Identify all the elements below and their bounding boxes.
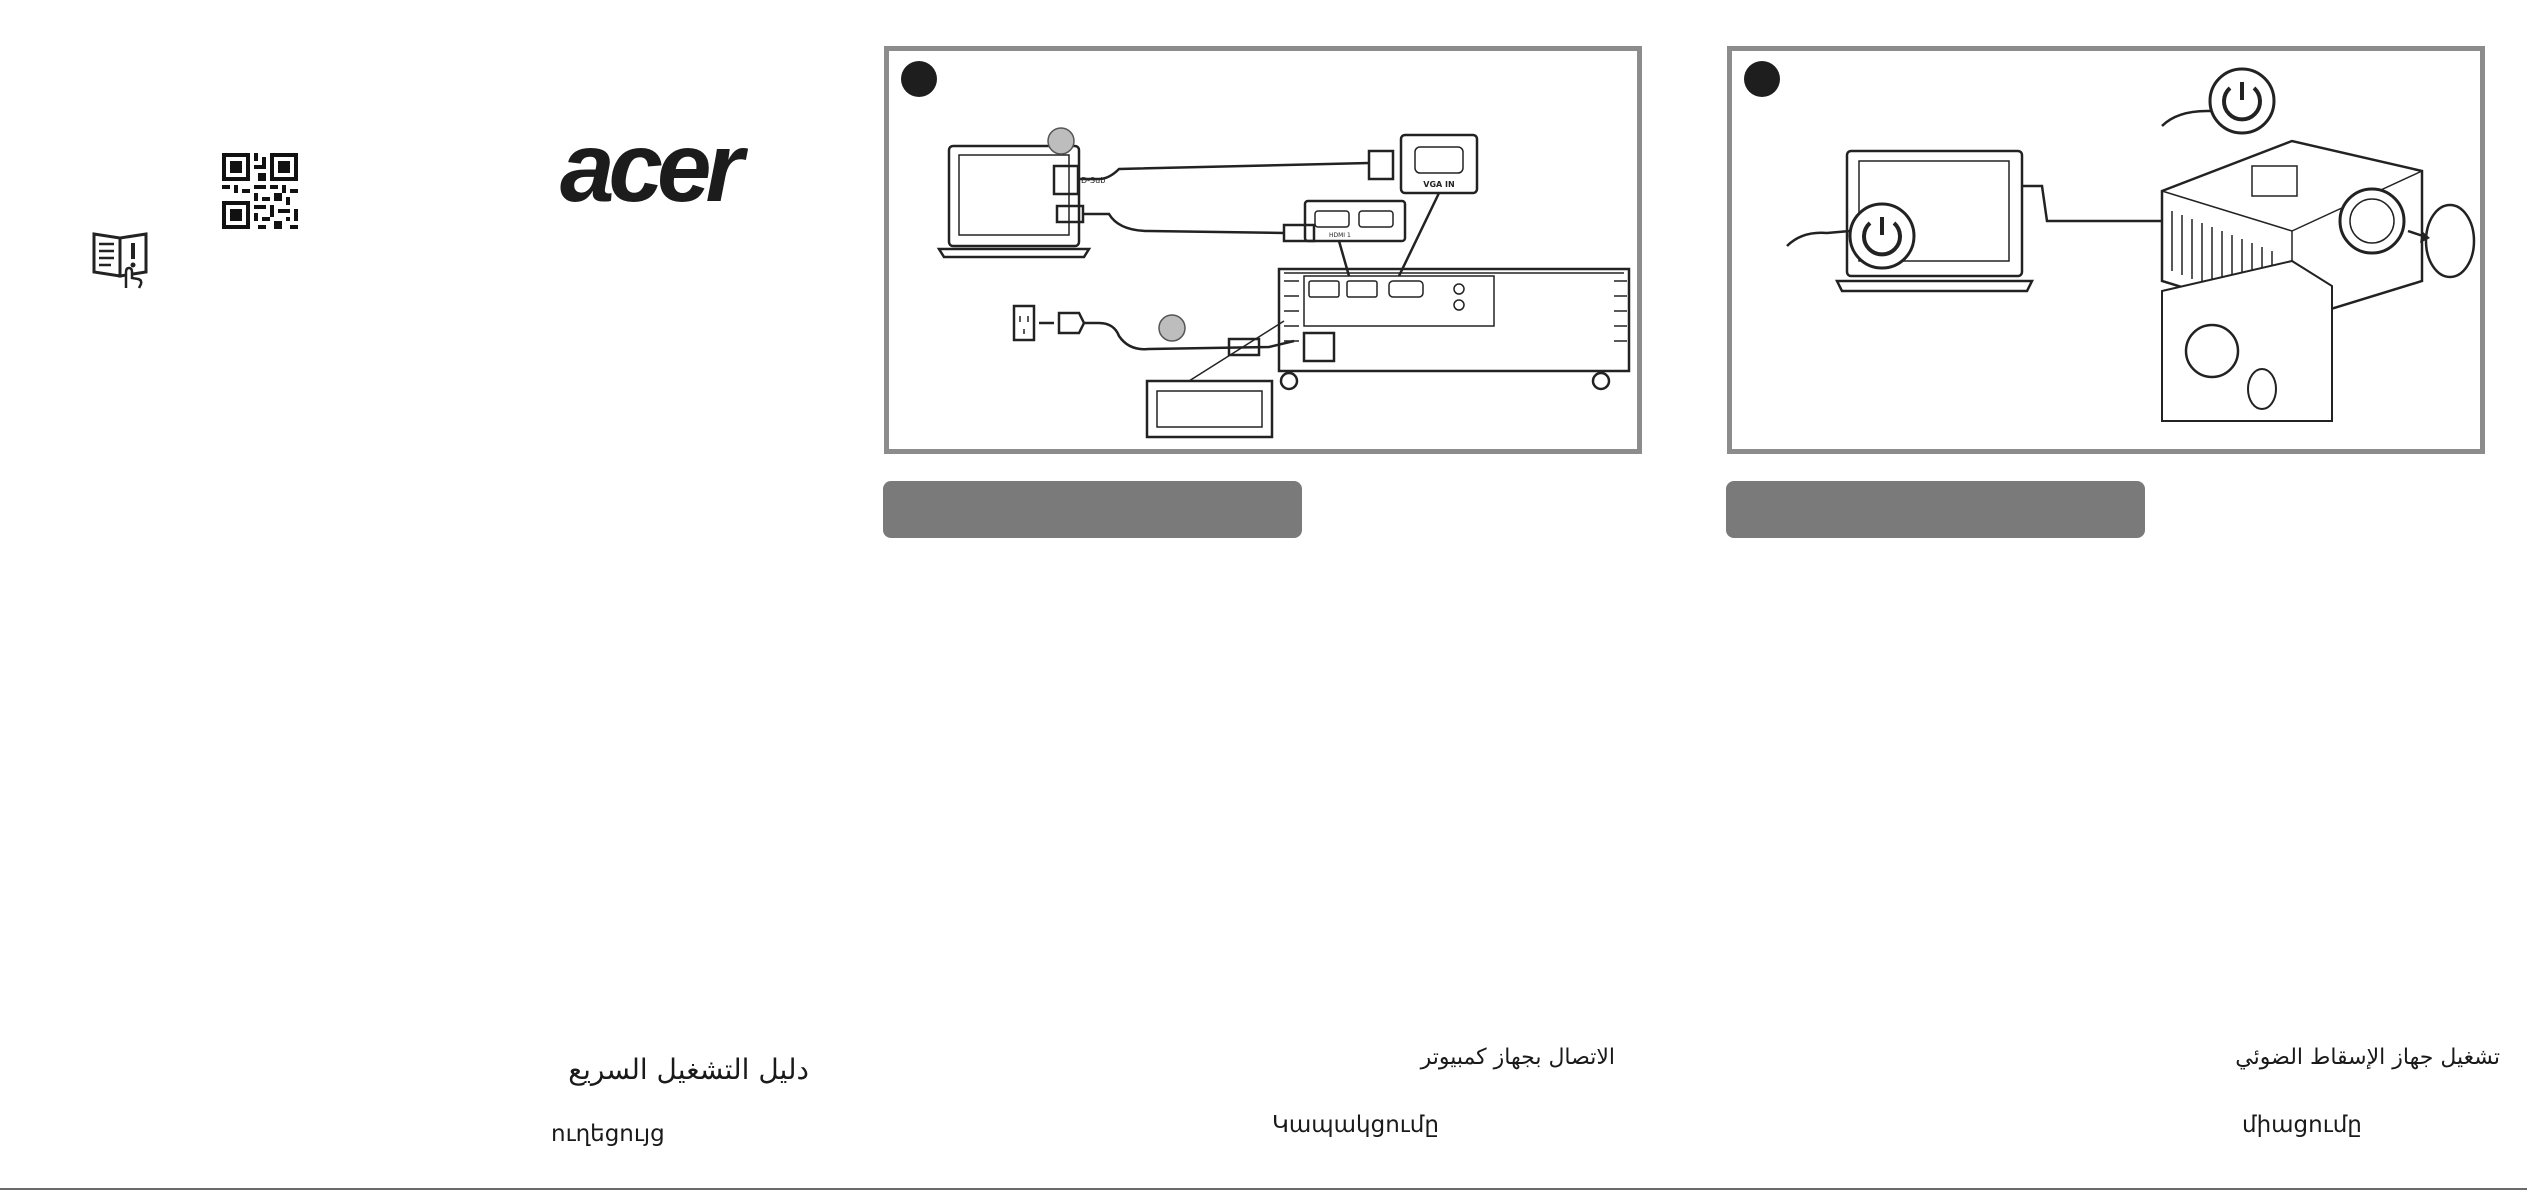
power-on-heading-armenian: միացումը <box>2242 1112 2362 1138</box>
vga-in-label: VGA IN <box>1423 180 1455 189</box>
quick-guide-title-arabic: دليل التشغيل السريع <box>568 1053 809 1086</box>
page-bottom-rule <box>0 1188 2527 1190</box>
acer-logo: acer <box>560 112 738 222</box>
user-manual-icon <box>90 226 152 290</box>
quick-guide-title-armenian: ուղեցույց <box>551 1121 665 1147</box>
qr-code-icon <box>222 153 298 229</box>
power-on-heading-arabic: تشغيل جهاز الإسقاط الضوئي <box>2235 1045 2500 1070</box>
power-icon <box>1850 204 1914 268</box>
laptop-icon <box>939 146 1089 257</box>
power-on-illustration-panel <box>1727 46 2485 454</box>
connect-illustration-panel <box>884 46 1642 454</box>
projector-rear-icon <box>1279 269 1629 389</box>
connect-heading-arabic: الاتصال بجهاز كمبيوتر <box>1420 1045 1615 1070</box>
hdmi-1-label: HDMI 1 <box>1329 232 1351 239</box>
connection-diagram <box>889 51 1637 449</box>
power-icon <box>2210 69 2274 133</box>
power-on-diagram <box>1732 51 2480 449</box>
step-1-title-bar <box>883 481 1302 538</box>
connect-heading-armenian: Կապակցումը <box>1272 1112 1439 1138</box>
step-2-title-bar <box>1726 481 2145 538</box>
dsub-label-left: D-Sub <box>1081 176 1106 185</box>
